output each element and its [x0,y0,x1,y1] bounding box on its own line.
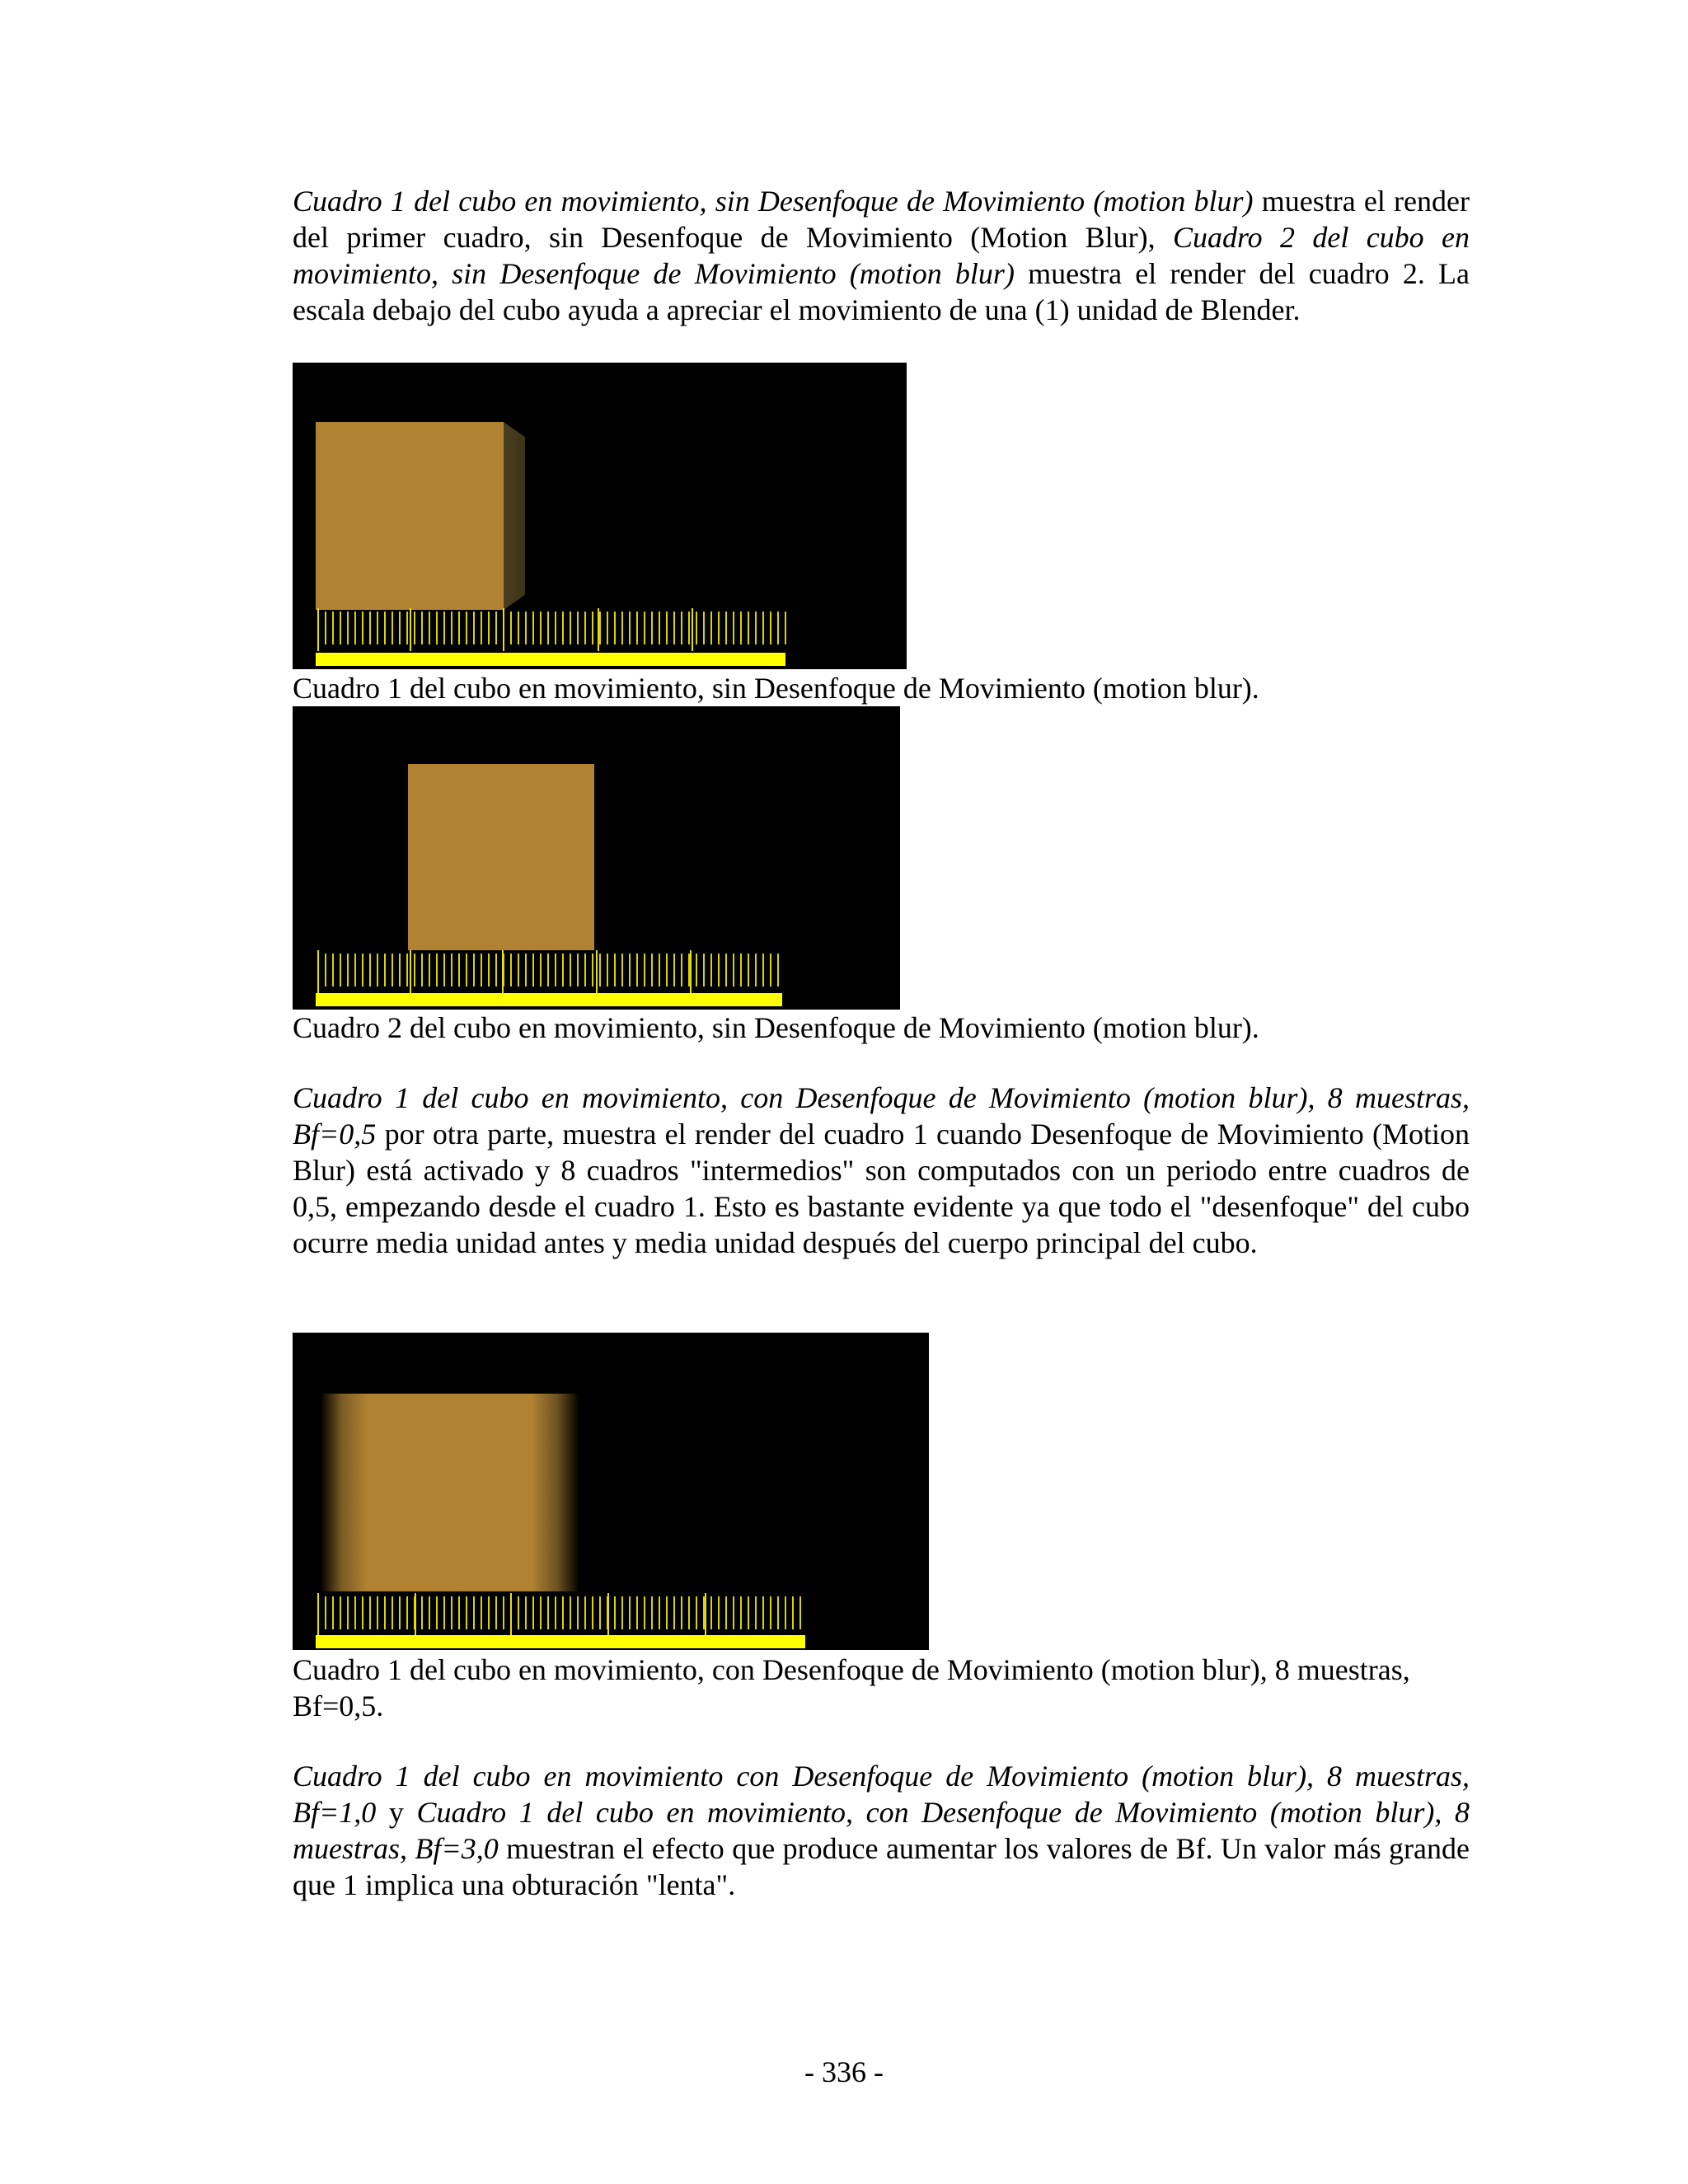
scale-major-tick [598,608,599,651]
render-frame-2 [293,706,900,1010]
scale-major-tick [503,608,504,651]
scale-ticks [317,1596,804,1629]
cube [408,764,594,950]
scale-major-tick [692,608,693,651]
scale-major-tick [410,608,411,651]
scale-bar [316,993,782,1006]
scale-ticks [317,612,787,644]
scale-major-tick [705,1593,706,1636]
caption-figure-3: Cuadro 1 del cubo en movimiento, con Desenfoque de Movimiento (motion blur), 8 muestras, Bf=0,5. [293,1653,1410,1722]
ref-figure-3: Cuadro 1 del cubo en movimiento, con Desenfoque de Movimiento (motion blur), 8 muestras, Bf=0,5 [293,1081,1470,1151]
paragraph-intro [293,183,1470,328]
ref-figure-4: Cuadro 1 del cubo en movimiento con Desenfoque de Movimiento (motion blur), 8 muestras, Bf=1,0 [293,1760,1470,1829]
paragraph-bf [293,1758,1470,1903]
cube-side [504,422,525,610]
scale-major-tick [690,950,692,993]
paragraph-intro-text-1: muestra el render del primer cuadro, sin Desenfoque de Movimiento (Motion Blur), [293,185,1470,254]
scale-major-tick [607,1593,609,1636]
blur-trail-left [321,1394,367,1591]
scale-major-tick [510,1593,512,1636]
ref-figure-2: Cuadro 2 del cubo en movimiento, sin Desenfoque de Movimiento (motion blur) [293,221,1470,290]
scale-major-tick [502,950,504,993]
paragraph-bf-text-2: muestran el efecto que produce aumentar los valores de Bf. Un valor más grande que 1 implica una obturación "lenta". [293,1832,1470,1901]
paragraph-bf-text-1: y [376,1796,417,1829]
scale-major-tick [317,950,319,993]
scale-bar [316,1635,805,1648]
page-number: - 336 - [804,2055,884,2088]
paragraph-blur-text: por otra parte, muestra el render del cuadro 1 cuando Desenfoque de Movimiento (Motion Blur) está activado y 8 cuadros "intermedios" son computados con un periodo entre cuadros de 0,5, empezando desde el cuadro 1. Esto es bastante evidente ya que todo el "desenfoque" del cubo ocurre media unidad antes y media unidad después del cuerpo principal del cubo. [293,1118,1470,1259]
caption-figure-2: Cuadro 2 del cubo en movimiento, sin Desenfoque de Movimiento (motion blur). [293,1011,1259,1044]
scale-major-tick [596,950,598,993]
ref-figure-1: Cuadro 1 del cubo en movimiento, sin Desenfoque de Movimiento (motion blur) [293,185,1254,218]
scale-major-tick [317,608,319,651]
paragraph-intro-text-2: muestra el render del cuadro 2. La escala debajo del cubo ayuda a apreciar el movimiento de una (1) unidad de Blender. [293,257,1470,326]
paragraph-blur [293,1080,1470,1261]
scale-major-tick [415,1593,416,1636]
render-frame-1 [293,363,907,669]
scale-major-tick [317,1593,319,1636]
cube [367,1394,532,1591]
scale-major-tick [410,950,411,993]
scale-ticks [317,954,784,987]
caption-figure-1: Cuadro 1 del cubo en movimiento, sin Desenfoque de Movimiento (motion blur). [293,672,1259,705]
render-frame-1-blur [293,1333,929,1650]
cube [316,422,504,610]
scale-bar [316,653,785,666]
ref-figure-5: Cuadro 1 del cubo en movimiento, con Desenfoque de Movimiento (motion blur), 8 muestras, Bf=3,0 [293,1796,1470,1865]
blur-trail-right [532,1394,579,1591]
